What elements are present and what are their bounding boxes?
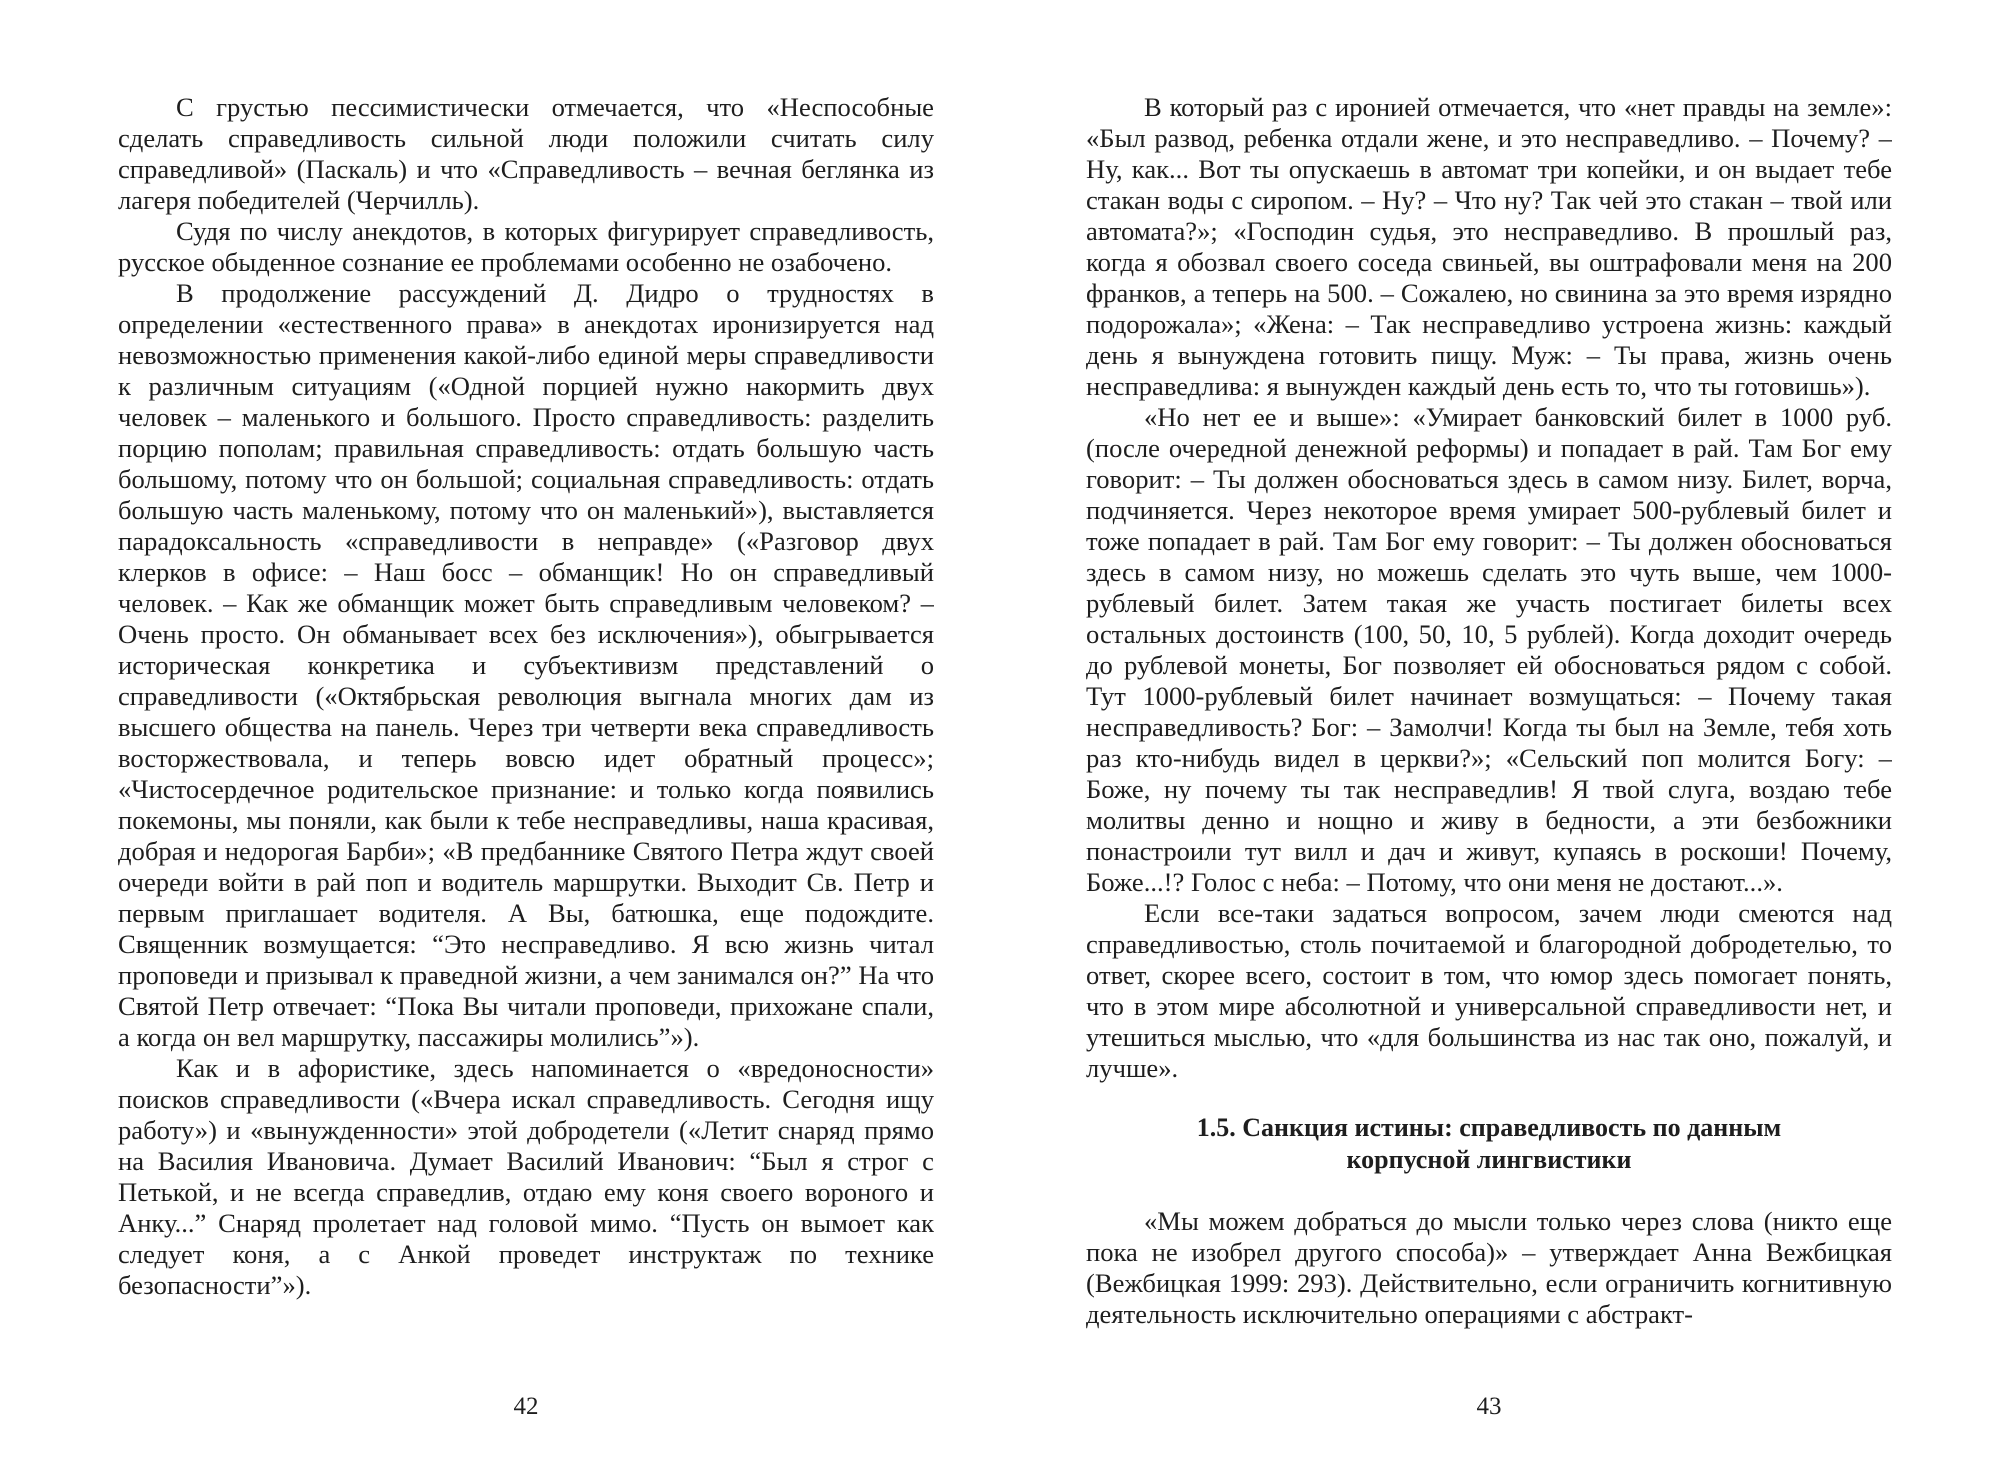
paragraph: «Мы можем добраться до мысли только через слова (никто еще пока не изобрел другого способа)» – утверждает Анна Вежбицкая (Вежбицкая 1999: 293). Действительно, если ограничить когнитивную деятельность исключительно операциями с абстракт- xyxy=(1086,1206,1892,1329)
paragraph: В продолжение рассуждений Д. Дидро о трудностях в определении «естественного права» в анекдотах иронизируется над невозможностью применения какой-либо единой меры справедливости к различным ситуациям («Одной порцией нужно накормить двух человек – маленького и большого. Просто справедливость: разделить порцию пополам; правильная справедливость: отдать большую часть большому, потому что он большой; социальная справедливость: отдать большую часть маленькому, потому что он маленький»), выставляется парадоксальность «справедливости в неправде» («Разговор двух клерков в офисе: – Наш босс – обманщик! Но он справедливый человек. – Как же обманщик может быть справедливым человеком? – Очень просто. Он обманывает всех без исключения»), обыгрывается историческая конкретика и субъективизм представлений о справедливости («Октябрьская революция выгнала многих дам из высшего общества на панель. Через три четверти века справедливость восторжествовала, и теперь вовсю идет обратный процесс»; «Чистосердечное родительское признание: и только когда появились покемоны, мы поняли, как были к тебе несправедливы, наша красивая, добрая и недорогая Барби»; «В предбаннике Святого Петра ждут своей очереди войти в рай поп и водитель маршрутки. Выходит Св. Петр и первым приглашает водителя. А Вы, батюшка, еще подождите. Священник возмущается: “Это несправедливо. Я всю жизнь читал проповеди и призывал к праведной жизни, а чем занимался он?” На что Святой Петр отвечает: “Пока Вы читали проповеди, прихожане спали, а когда он вел маршрутку, пассажиры молились”»). xyxy=(118,278,934,1052)
page-number: 43 xyxy=(1476,1393,1502,1420)
paragraph: Как и в афористике, здесь напоминается о «вредоносности» поисков справедливости («Вчера искал справедливость. Сегодня ищу работу») и «вынужденности» этой добродетели («Летит снаряд прямо на Василия Ивановича. Думает Василий Иванович: “Был я строг с Петькой, и не всегда справедлив, отдаю ему коня своего вороного и Анку...” Снаряд пролетает над головой мимо. “Пусть он вымоет как следует коня, а с Анкой проведет инструктаж по технике безопасности”»). xyxy=(118,1053,934,1300)
paragraph: С грустью пессимистически отмечается, что «Неспособные сделать справедливость сильной люди положили считать силу справедливой» (Паскаль) и что «Справедливость – вечная беглянка из лагеря победителей (Черчилль). xyxy=(118,92,934,215)
right-page xyxy=(1086,92,1892,1422)
left-page-body xyxy=(118,92,934,1347)
section-heading xyxy=(1086,1112,1892,1176)
paragraph: «Но нет ее и выше»: «Умирает банковский билет в 1000 руб. (после очередной денежной реформы) и попадает в рай. Там Бог ему говорит: – Ты должен обосноваться здесь в самом низу. Билет, ворча, подчиняется. Через некоторое время умирает 500-рублевый билет и тоже попадает в рай. Там Бог ему говорит: – Ты должен обосноваться здесь в самом низу, но можешь сделать это чуть выше, чем 1000-рублевый билет. Затем такая же участь постигает билеты всех остальных достоинств (100, 50, 10, 5 рублей). Когда доходит очередь до рублевой монеты, Бог позволяет ей обосноваться рядом с собой. Тут 1000-рублевый билет начинает возмущаться: – Почему такая несправедливость? Бог: – Замолчи! Когда ты был на Земле, тебя хоть раз кто-нибудь видел в церкви?»; «Сельский поп молится Богу: – Боже, ну почему ты так несправедлив! Я твой слуга, воздаю тебе молитвы денно и нощно и живу в бедности, а эти безбожники понастроили тут вилл и дач и живут, купаясь в роскоши! Почему, Боже...!? Голос с неба: – Потому, что они меня не достают...». xyxy=(1086,402,1892,897)
section-heading-line: корпусной лингвистики xyxy=(1346,1145,1632,1174)
left-page xyxy=(118,92,934,1422)
right-page-body xyxy=(1086,92,1892,1347)
paragraph: Судя по числу анекдотов, в которых фигурирует справедливость, русское обыденное сознание ее проблемами особенно не озабочено. xyxy=(118,216,934,277)
page-number: 42 xyxy=(513,1393,539,1420)
paragraph: Если все-таки задаться вопросом, зачем люди смеются над справедливостью, столь почитаемой и благородной добродетелью, то ответ, скорее всего, состоит в том, что юмор здесь помогает понять, что в этом мире абсолютной и универсальной справедливости нет, и утешиться мыслью, что «для большинства из нас так оно, пожалуй, и лучше». xyxy=(1086,898,1892,1083)
paragraph: В который раз с иронией отмечается, что «нет правды на земле»: «Был развод, ребенка отдали жене, и это несправедливо. – Почему? – Ну, как... Вот ты опускаешь в автомат три копейки, и он выдает тебе стакан воды с сиропом. – Ну? – Что ну? Так чей это стакан – твой или автомата?»; «Господин судья, это несправедливо. В прошлый раз, когда я обозвал своего соседа свиньей, вы оштрафовали меня на 200 франков, а теперь на 500. – Сожалею, но свинина за это время изрядно подорожала»; «Жена: – Так несправедливо устроена жизнь: каждый день я вынуждена готовить пищу. Муж: – Ты права, жизнь очень несправедлива: я вынужден каждый день есть то, что ты готовишь»). xyxy=(1086,92,1892,401)
section-heading-line: 1.5. Санкция истины: справедливость по данным xyxy=(1196,1113,1782,1142)
